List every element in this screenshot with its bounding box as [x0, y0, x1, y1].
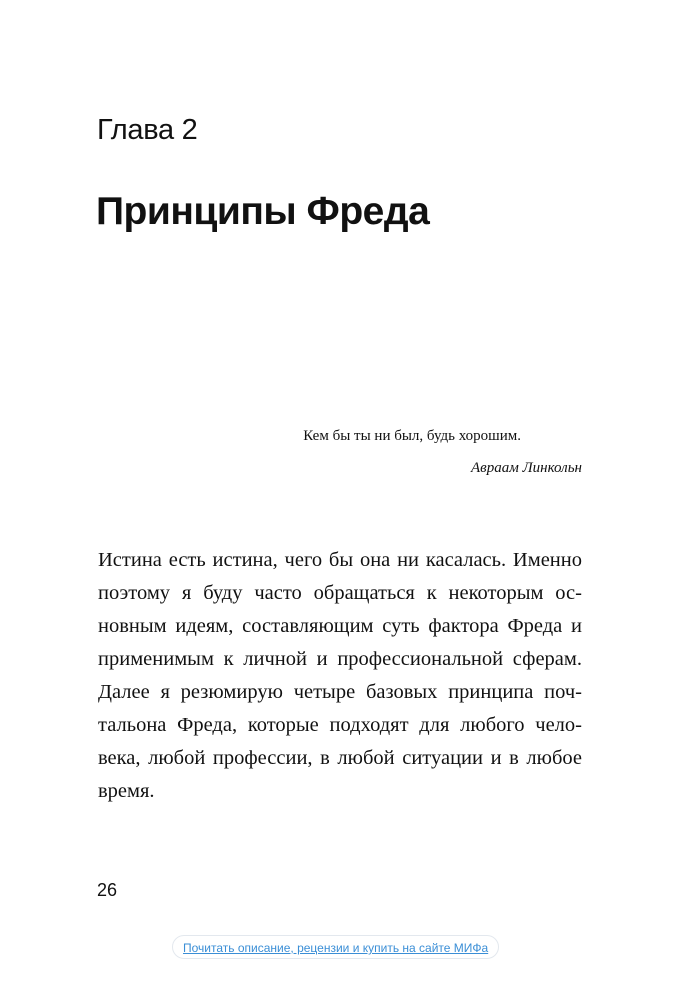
page-number: 26 — [97, 880, 118, 900]
body-paragraph: Истина есть истина, чего бы она ни касалась. Именно поэтому я буду часто обращаться к некоторым основным идеям, составляющим суть фактора Фреда и применимым к личной и профессиональной сферам. Далее я резюмирую четыре базовых принципа почтальона Фреда, которые подходят для любого человека, любой профессии, в любой ситуации и в любое время. — [98, 549, 582, 802]
chapter-label: Глава 2 — [97, 114, 198, 146]
epigraph-author: Авраам Линкольн — [471, 460, 582, 476]
chapter-title: Принципы Фреда — [96, 190, 430, 233]
epigraph-quote: Кем бы ты ни был, будь хорошим. — [303, 428, 521, 444]
epigraph — [200, 424, 582, 480]
promo-link[interactable]: Почитать описание, рецензии и купить на сайте МИФа — [172, 935, 499, 959]
